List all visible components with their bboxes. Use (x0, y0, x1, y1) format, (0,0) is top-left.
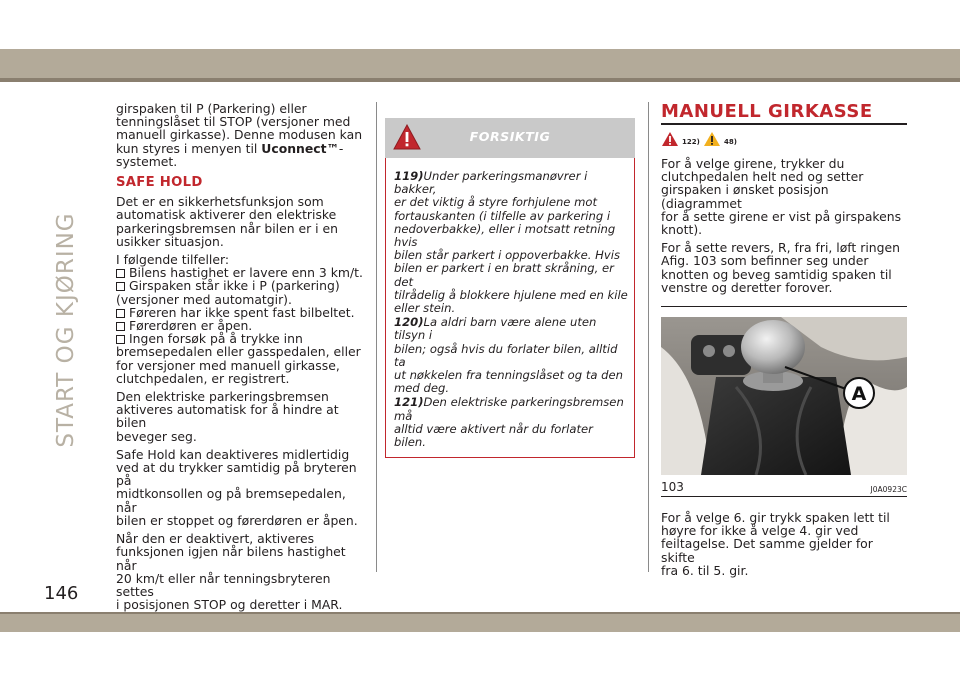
text-line (394, 316, 628, 342)
text-line: For å velge girene, trykker du (661, 156, 845, 171)
figure-code: J0A0923C (870, 485, 907, 495)
text-line: fra 6. til 5. gir. (661, 562, 749, 578)
safe-hold-paragraph (116, 195, 368, 248)
text-line: midtkonsollen og på bremsepedalen, når (116, 486, 346, 515)
paragraph (661, 511, 907, 577)
warning-body (385, 158, 635, 458)
text-line: høyre for ikke å velge 4. gir ved (661, 523, 859, 539)
text-line: bilen er stoppet og førerdøren er åpen. (116, 512, 358, 528)
list-item-continuation: bremsepedalen eller gasspedalen, eller (116, 344, 361, 360)
text-line: knotten og beveg samtidig spaken til (661, 266, 892, 282)
text-line: Når den er deaktivert, aktiveres (116, 531, 315, 547)
list-item-text: Ingen forsøk på å trykke inn (129, 331, 303, 347)
text-line: aktiveres automatisk for å hindre at bilen (116, 402, 339, 431)
warning-box (385, 118, 635, 458)
text-fragment: Den elektriske parkeringsbremsen må (394, 395, 624, 423)
list-item-text: Førerdøren er åpen. (129, 318, 253, 334)
text-line: i posisjonen STOP og deretter i MAR. (116, 597, 343, 613)
text-line: 20 km/t eller når tenningsbryteren settes (116, 570, 331, 599)
top-margin (0, 0, 960, 49)
list-item-continuation: clutchpedalen, er registrert. (116, 370, 290, 386)
warning-header (385, 118, 635, 158)
text-line: tilrådelig å blokkere hjulene med en kile (394, 287, 628, 302)
text-line: Det er en sikkerhetsfunksjon som (116, 194, 324, 210)
text-line: girspaken i ønsket posisjon (diagrammet (661, 182, 829, 211)
text-line: usikker situasjon. (116, 233, 224, 249)
column-left (116, 102, 368, 616)
paragraph (116, 390, 368, 443)
warning-item-121 (394, 396, 628, 449)
caution-reference-number: 48) (724, 138, 737, 146)
text-line: bilen er parkert i en bratt skråning, er det (394, 261, 614, 289)
checkbox-bullet-icon (116, 335, 125, 344)
paragraph (661, 241, 907, 294)
text-fragment: La aldri barn være alene uten tilsyn i (394, 315, 597, 343)
text-line (116, 142, 368, 155)
text-line: Den elektriske parkeringsbremsen (116, 389, 329, 405)
paragraph (661, 157, 907, 236)
text-line: for å sette girene er vist på girspakens (661, 208, 902, 224)
figure-top-rule (661, 306, 907, 307)
text-line: automatisk aktiverer den elektriske (116, 207, 337, 223)
text-fragment: - (338, 140, 344, 156)
text-line: med deg. (394, 381, 450, 396)
text-line: systemet. (116, 153, 178, 169)
page-number: 146 (44, 583, 79, 604)
warning-title: FORSIKTIG (469, 129, 551, 144)
callout-label-a: A (851, 383, 867, 406)
list-item-continuation: (versjoner med automatgir). (116, 291, 292, 307)
figure-caption (661, 479, 907, 497)
checkbox-bullet-icon (116, 322, 125, 331)
safe-hold-heading: SAFE HOLD (116, 175, 203, 191)
text-line: eller stein. (394, 301, 456, 316)
checkbox-bullet-icon (116, 269, 125, 278)
list-item-text: Bilens hastighet er lavere enn 3 km/t. (129, 265, 363, 281)
conditions-list (116, 253, 368, 385)
text-line: Afig. 103 som befinner seg under (661, 253, 869, 269)
text-line: venstre og deretter forover. (661, 279, 833, 295)
text-line: fortauskanten (i tilfelle av parkering i (394, 208, 611, 223)
warning-item-120 (394, 316, 628, 395)
text-fragment: Under parkeringsmanøvrer i bakker, (394, 169, 588, 197)
checkbox-bullet-icon (116, 282, 125, 291)
warning-number: 121) (394, 395, 424, 410)
column-right (661, 102, 907, 582)
text-line: ut nøkkelen fra tenningslåset og ta den (394, 368, 623, 383)
figure-103 (661, 306, 907, 497)
manual-gearbox-heading: MANUELL GIRKASSE (661, 102, 907, 125)
text-line: girspaken til P (Parkering) eller (116, 101, 307, 116)
paragraph (116, 448, 368, 527)
warning-reference-icon (661, 131, 679, 147)
column-divider (376, 102, 377, 572)
text-line: Safe Hold kan deaktiveres midlertidig (116, 446, 350, 462)
text-line (394, 396, 628, 422)
warning-item-119 (394, 170, 628, 315)
reference-icons (661, 131, 907, 151)
text-line: bilen står parkert i oppoverbakke. Hvis (394, 248, 620, 263)
text-line (394, 170, 628, 196)
warning-reference-number: 122) (682, 138, 700, 146)
text-line: ved at du trykker samtidig på bryteren på (116, 460, 357, 489)
list-item-text: Føreren har ikke spent fast bilbeltet. (129, 304, 355, 320)
text-line: er det viktig å styre forhjulene mot (394, 195, 598, 210)
text-line: For å velge 6. gir trykk spaken lett til (661, 510, 890, 526)
column-divider (648, 102, 649, 572)
intro-paragraph (116, 102, 368, 168)
header-rule (0, 78, 960, 82)
text-line: nedoverbakke), eller i motsatt retning hvis (394, 221, 616, 250)
uconnect-brand: Uconnect™ (261, 140, 339, 156)
caution-reference-icon (703, 131, 721, 147)
warning-number: 120) (394, 315, 424, 330)
text-line: alltid være aktivert når du forlater bilen. (394, 421, 593, 450)
list-item (116, 279, 368, 292)
gear-lever-photo (661, 317, 907, 475)
text-line: manuell girkasse). Denne modusen kan (116, 127, 363, 143)
text-line: funksjonen igjen når bilens hastighet når (116, 544, 346, 573)
text-line: bilen; også hvis du forlater bilen, alltid ta (394, 341, 618, 369)
text-line: parkeringsbremsen når bilen er i en (116, 220, 339, 236)
text-line: beveger seg. (116, 428, 197, 444)
list-item-continuation: for versjoner med manuell girkasse, (116, 357, 340, 373)
text-fragment: kun styres i menyen til (116, 140, 258, 156)
text-line: clutchpedalen helt ned og setter (661, 169, 864, 185)
text-line: knott). (661, 222, 703, 238)
text-line: feiltagelse. Det samme gjelder for skifte (661, 536, 873, 565)
footer-bar (0, 614, 960, 632)
text-line: For å sette revers, R, fra fri, løft ringen (661, 240, 900, 256)
checkbox-bullet-icon (116, 309, 125, 318)
paragraph (116, 532, 368, 611)
list-intro: I følgende tilfeller: (116, 252, 230, 268)
header-bar (0, 49, 960, 78)
list-item-text: Girspaken står ikke i P (parkering) (129, 278, 340, 294)
text-line: tenningslåset til STOP (versjoner med (116, 114, 351, 130)
warning-number: 119) (394, 169, 424, 183)
section-side-title: START OG KJØRING (53, 212, 79, 448)
figure-number: 103 (661, 480, 684, 495)
